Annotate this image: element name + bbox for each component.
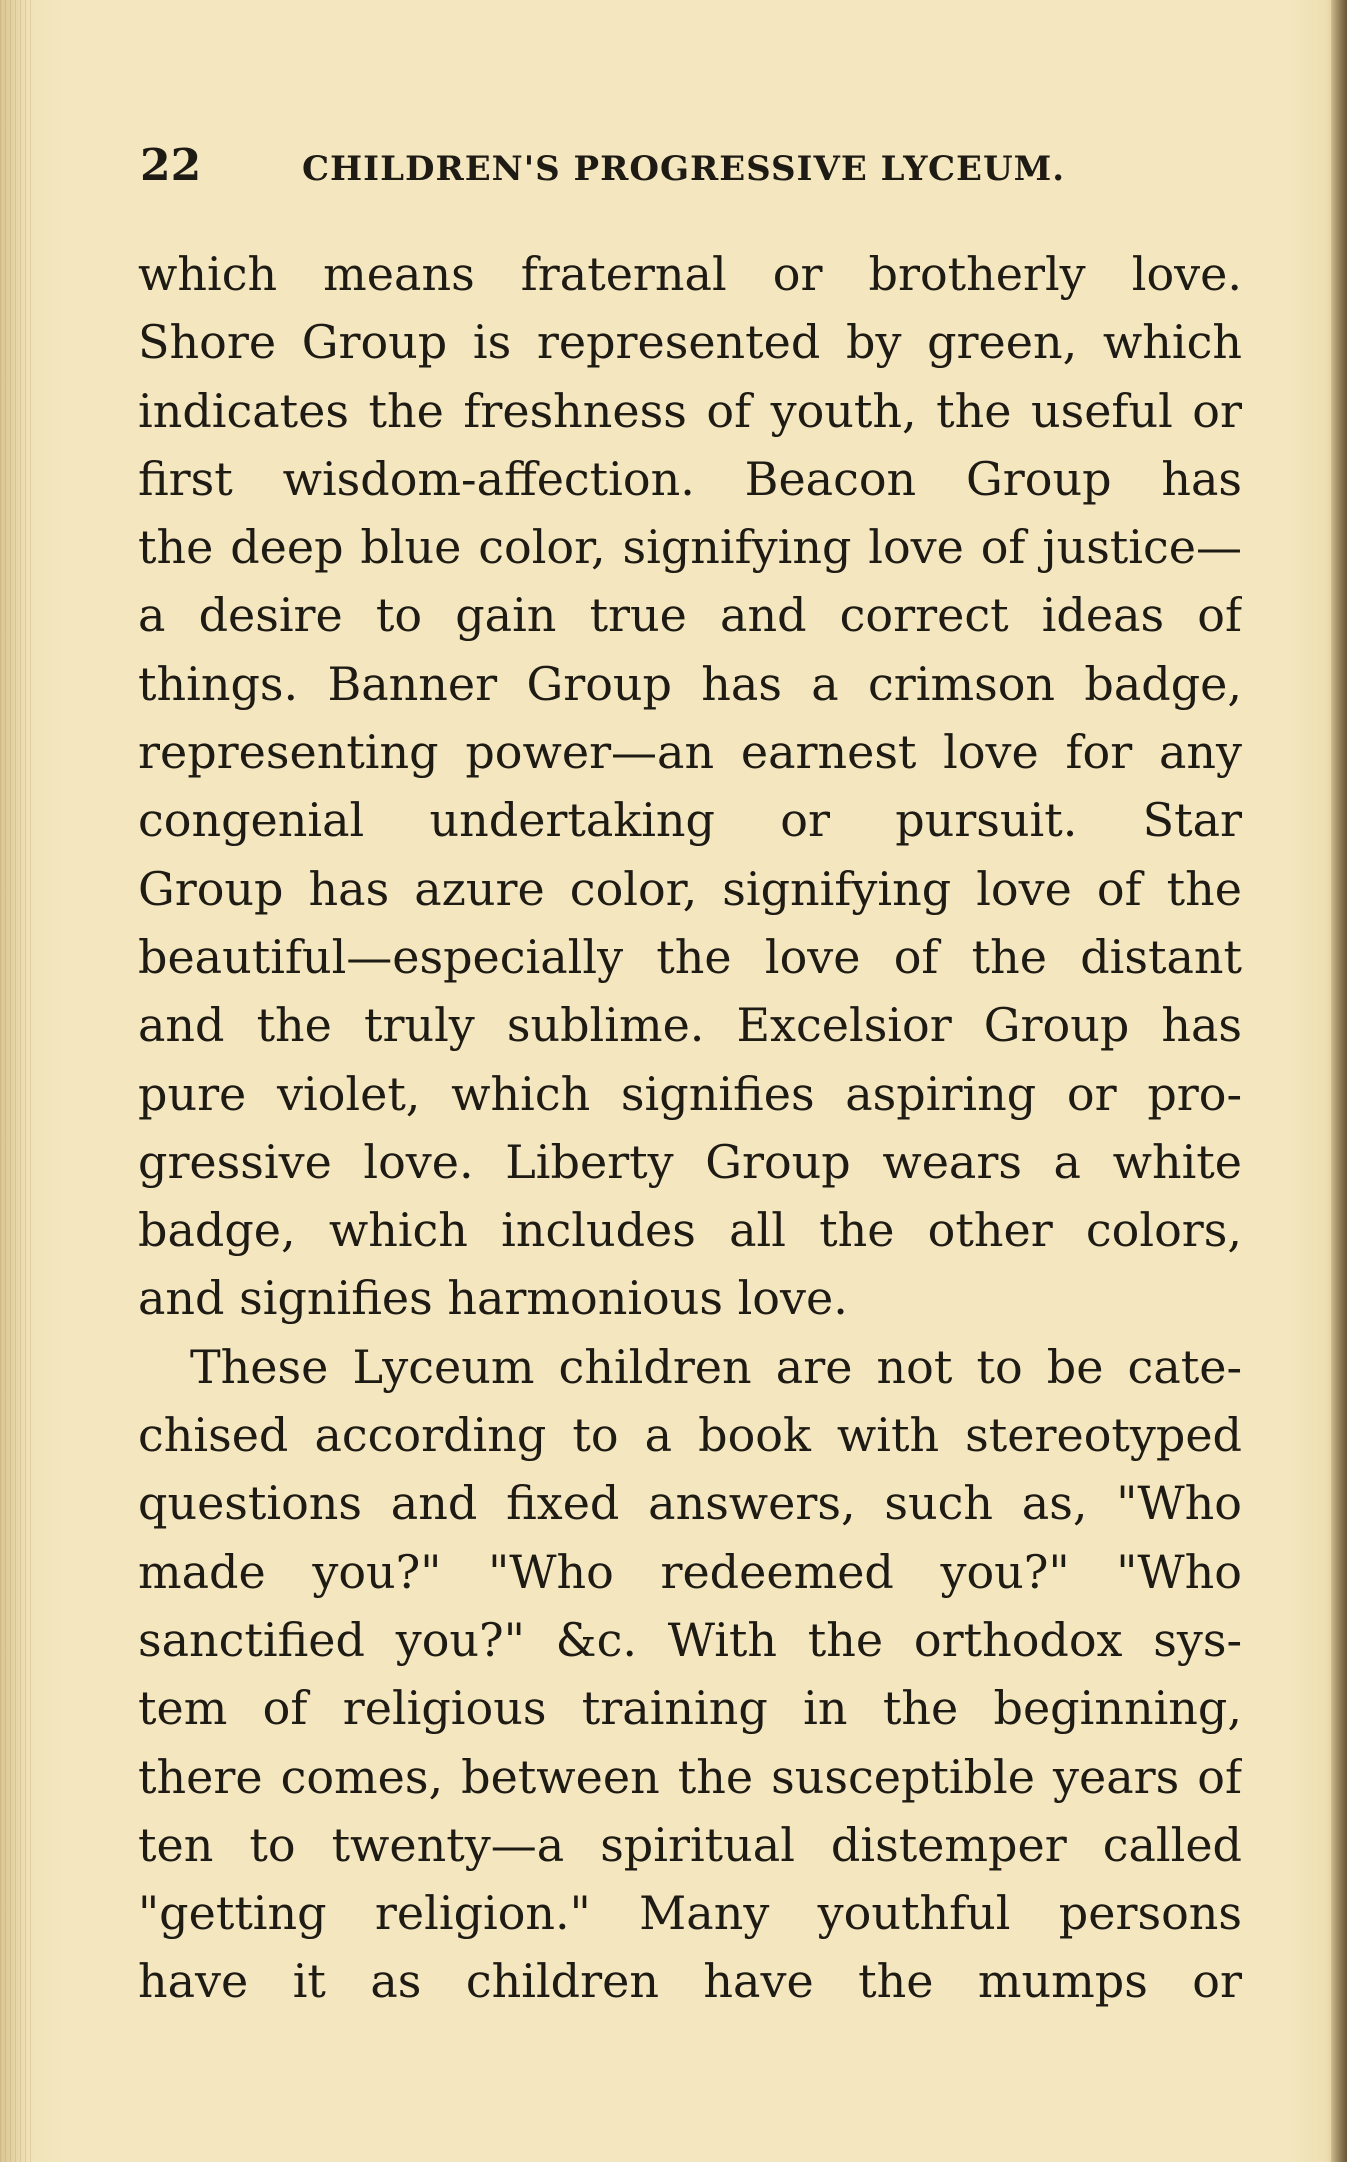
- text-line: the deep blue color, signifying love of justice—: [138, 520, 1242, 575]
- running-title: CHILDREN'S PROGRESSIVE LYCEUM.: [302, 149, 1066, 189]
- text-line: and signifies harmonious love.: [138, 1271, 848, 1326]
- text-line: Shore Group is represented by green, which: [138, 315, 1242, 370]
- text-line: which means fraternal or brotherly love.: [138, 247, 1242, 301]
- text-line: first wisdom-affection. Beacon Group has: [138, 451, 1242, 506]
- text-line: and the truly sublime. Excelsior Group has: [138, 998, 1242, 1053]
- text-line: sanctified you?" &c. With the orthodox sys-: [138, 1612, 1242, 1667]
- text-line: there comes, between the susceptible years of: [138, 1749, 1242, 1804]
- text-line: indicates the freshness of youth, the useful or: [138, 383, 1242, 438]
- page-edge-shadow: [1331, 0, 1347, 2162]
- text-line: badge, which includes all the other colors,: [138, 1203, 1242, 1258]
- text-line-paragraph-start: These Lyceum children are not to be cate-: [190, 1339, 1242, 1394]
- text-line: representing power—an earnest love for any: [138, 725, 1242, 780]
- page-number: 22: [140, 140, 202, 191]
- text-line: questions and fixed answers, such as, "Who: [138, 1476, 1242, 1531]
- text-line: "getting religion." Many youthful persons: [138, 1886, 1242, 1941]
- text-line: things. Banner Group has a crimson badge,: [138, 656, 1242, 711]
- text-line: tem of religious training in the beginning,: [138, 1681, 1242, 1736]
- text-line: a desire to gain true and correct ideas of: [138, 588, 1242, 643]
- text-line: Group has azure color, signifying love of the: [138, 861, 1242, 916]
- text-line: chised according to a book with stereotyped: [138, 1408, 1242, 1463]
- text-line: beautiful—especially the love of the distant: [138, 929, 1242, 984]
- text-line: made you?" "Who redeemed you?" "Who: [138, 1544, 1242, 1599]
- text-line: congenial undertaking or pursuit. Star: [138, 793, 1242, 848]
- page-gutter-shadow: [0, 0, 34, 2162]
- page-header: [140, 138, 1260, 198]
- text-line: gressive love. Liberty Group wears a white: [138, 1134, 1242, 1189]
- text-line: pure violet, which signifies aspiring or pro-: [138, 1066, 1242, 1121]
- text-line: ten to twenty—a spiritual distemper called: [138, 1817, 1242, 1872]
- text-line: have it as children have the mumps or: [138, 1954, 1242, 2009]
- body-text: [138, 240, 1242, 2016]
